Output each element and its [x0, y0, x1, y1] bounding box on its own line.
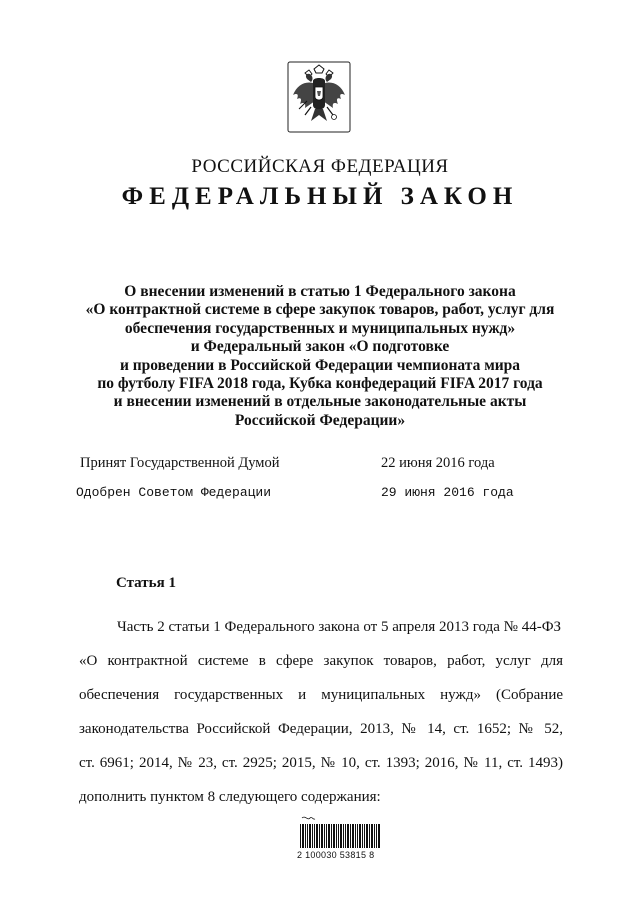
article-text-line: дополнить пунктом 8 следующего содержания:: [79, 789, 381, 805]
law-title-line: по футболу FIFA 2018 года, Кубка конфедераций FIFA 2017 года: [97, 375, 543, 393]
article-body: [79, 610, 563, 814]
country-name: РОССИЙСКАЯ ФЕДЕРАЦИЯ: [191, 156, 449, 177]
law-title-line: и проведении в Российской Федерации чемпионата мира: [119, 356, 521, 374]
article-text-line: Часть 2 статьи 1 Федерального закона от 5 апреля 2013 года № 44-ФЗ: [117, 619, 562, 635]
barcode-icon: [296, 815, 388, 869]
article-heading: Статья 1: [116, 575, 176, 591]
law-type-heading: ФЕДЕРАЛЬНЫЙ ЗАКОН: [121, 183, 519, 210]
duma-adoption-date: 22 июня 2016 года: [381, 455, 495, 471]
barcode-number: 2 100030 53815 8: [297, 850, 375, 860]
law-title-line: О внесении изменений в статью 1 Федерального закона: [124, 283, 516, 300]
law-title-line: обеспечения государственных и муниципальных нужд»: [124, 319, 516, 337]
article-text-line: «О контрактной системе в сфере закупок товаров, работ, услуг для: [79, 653, 563, 669]
article-text-line: ст. 6961; 2014, № 23, ст. 2925; 2015, № 10, ст. 1393; 2016, № 11, ст. 1493): [79, 755, 563, 771]
law-title-line: и Федеральный закон «О подготовке: [190, 338, 450, 356]
law-title-line: Российской Федерации»: [234, 411, 406, 429]
russian-coat-of-arms-icon: [287, 61, 351, 133]
duma-adoption-label: Принят Государственной Думой: [80, 455, 280, 471]
article-text-line: обеспечения государственных и муниципальных нужд» (Собрание: [79, 687, 563, 703]
federation-council-approval-label: Одобрен Советом Федерации: [76, 485, 272, 500]
law-title-line: «О контрактной системе в сфере закупок товаров, работ, услуг для: [85, 301, 555, 319]
article-text-line: законодательства Российской Федерации, 2013, № 14, ст. 1652; № 52,: [79, 721, 563, 737]
law-title-line: и внесении изменений в отдельные законодательные акты: [113, 393, 527, 411]
federation-council-approval-date: 29 июня 2016 года: [381, 485, 514, 500]
law-title: [80, 283, 560, 430]
